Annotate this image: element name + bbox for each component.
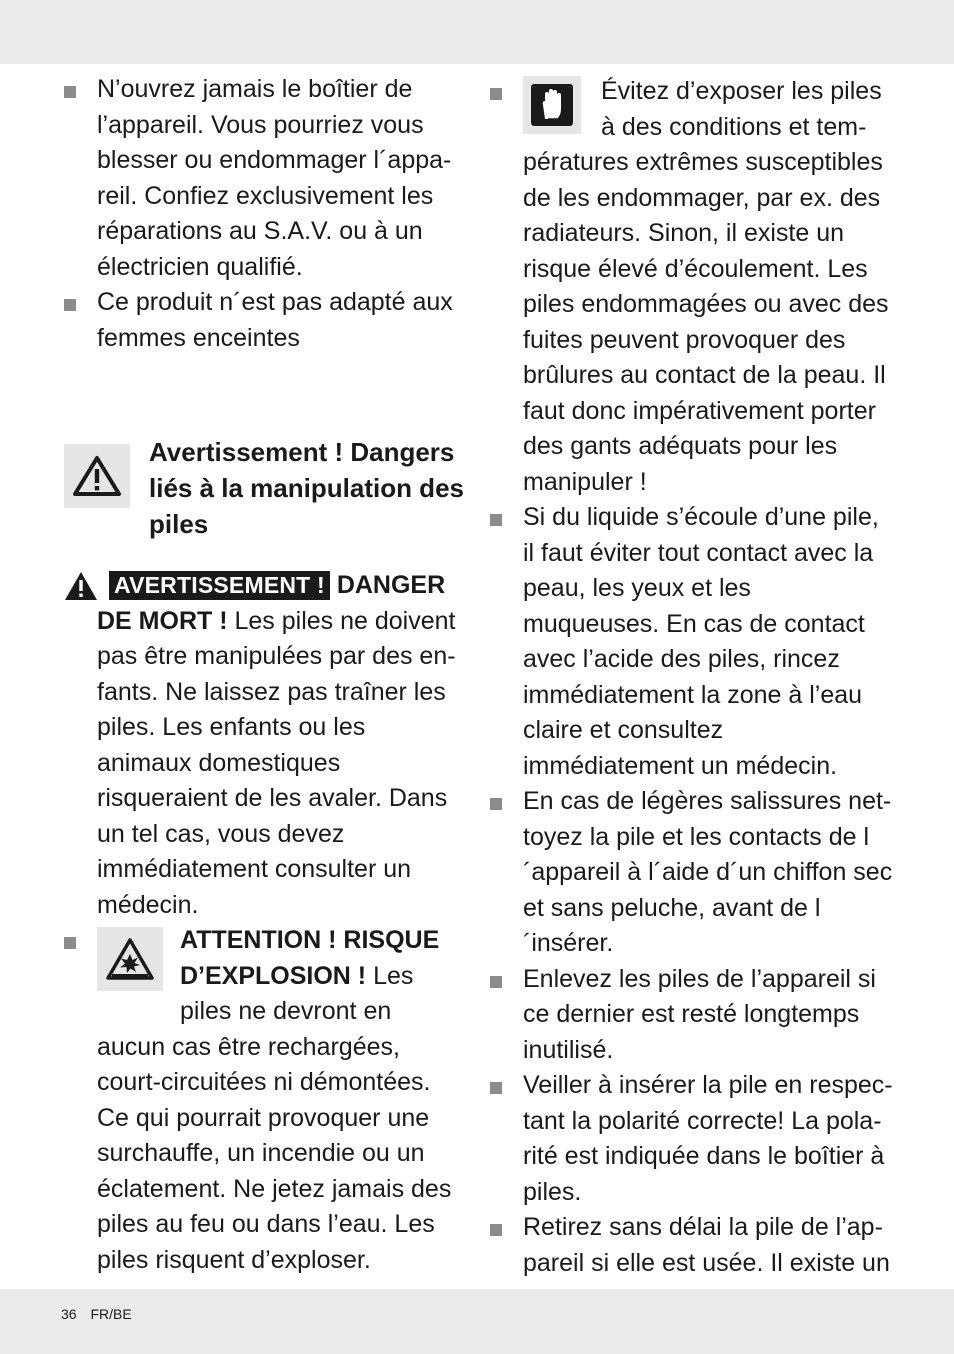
bullet-square — [64, 86, 76, 98]
paragraph-text: Enlevez les piles de l’appareil si ce dernier est resté longtemps inutilisé. — [523, 964, 876, 1064]
paragraph-text: Si du liquide s’écoule d’une pile, il faut éviter tout contact avec la peau, les yeux et les muqueuses. En cas de contact avec l’acide des piles, rincez immédiatement la zone à l’eau claire et consultez immédiatement un médecin. — [523, 503, 879, 780]
list-item — [488, 962, 894, 1069]
bullet-square — [64, 299, 76, 311]
warning-section-heading — [62, 434, 466, 546]
list-item — [488, 784, 894, 962]
list-item — [62, 285, 466, 356]
list-item — [488, 74, 894, 500]
paragraph-text: Les piles ne doivent pas être manipulées par des en-fants. Ne laissez pas traîner les piles. Les enfants ou les animaux domestiques risqueraient de les avaler. Dans un tel cas, vous devez immédiatement consulter un médecin. — [97, 606, 456, 919]
locale-label: FR/BE — [90, 1306, 132, 1322]
paragraph-text: Évitez d’exposer les piles à des conditions et tem-pératures extrêmes susceptibles de les endommager, par ex. des radiateurs. Sinon, il existe un risque élevé d’écoulement. Les piles endommagées ou avec des fuites peuvent provoquer des brûlures au contact de la peau. Il faut donc impérativement porter des gants adéquats pour les manipuler ! — [523, 77, 889, 496]
danger-paragraph — [62, 568, 466, 923]
list-item — [488, 500, 894, 784]
list-item — [488, 1210, 894, 1281]
page-footer — [61, 1306, 132, 1322]
section-title: Avertissement ! Dangers liés à la manipulation des piles — [149, 437, 464, 539]
footer-band — [0, 1289, 954, 1354]
page-number: 36 — [61, 1306, 77, 1322]
bullet-square — [490, 1082, 502, 1094]
paragraph-text: Veiller à insérer la pile en respec-tant la polarité correcte! La pola-rité est indiquée dans le boîtier à piles. — [523, 1071, 893, 1206]
bullet-square — [490, 88, 502, 100]
danger-lead: DANGER DE MORT ! — [97, 571, 446, 635]
paragraph-text: En cas de légères salissures net-toyez la pile et les contacts de l´appareil à l´aide d´un chiffon sec et sans peluche, avant de l´insérer. — [523, 787, 893, 957]
warning-triangle-icon — [64, 444, 130, 508]
bullet-square — [490, 976, 502, 988]
bullet-square — [490, 514, 502, 526]
list-item — [62, 72, 466, 285]
header-band — [0, 0, 954, 64]
paragraph-text: Retirez sans délai la pile de l’ap-pareil si elle est usée. Il existe un — [523, 1213, 890, 1277]
paragraph-text: N’ouvrez jamais le boîtier de l’appareil. Vous pourriez vous blesser ou endommager l´appa-reil. Confiez exclusivement les réparations au S.A.V. ou à un électricien qualifié. — [97, 75, 452, 281]
gloves-icon — [523, 76, 581, 134]
bullet-square — [64, 937, 76, 949]
warning-badge: AVERTISSEMENT ! — [109, 571, 330, 600]
paragraph-text: Les piles ne devront en aucun cas être rechargées, court-circuitées ni démontées. Ce qui pourrait provoquer une surchauffe, un incendie ou un éclatement. Ne jetez jamais des piles au feu ou dans l’eau. Les piles risquent d’exploser. — [97, 961, 452, 1274]
explosion-lead: ATTENTION ! RISQUE D’EXPLOSION ! — [180, 926, 440, 990]
right-column — [488, 74, 894, 1281]
warning-triangle-icon — [64, 571, 98, 601]
paragraph-text: Ce produit n´est pas adapté aux femmes enceintes — [97, 288, 453, 352]
left-column — [62, 72, 466, 1278]
explosion-icon — [97, 927, 163, 991]
bullet-square — [490, 798, 502, 810]
bullet-square — [490, 1224, 502, 1236]
list-item — [488, 1068, 894, 1210]
list-item — [62, 923, 466, 1278]
